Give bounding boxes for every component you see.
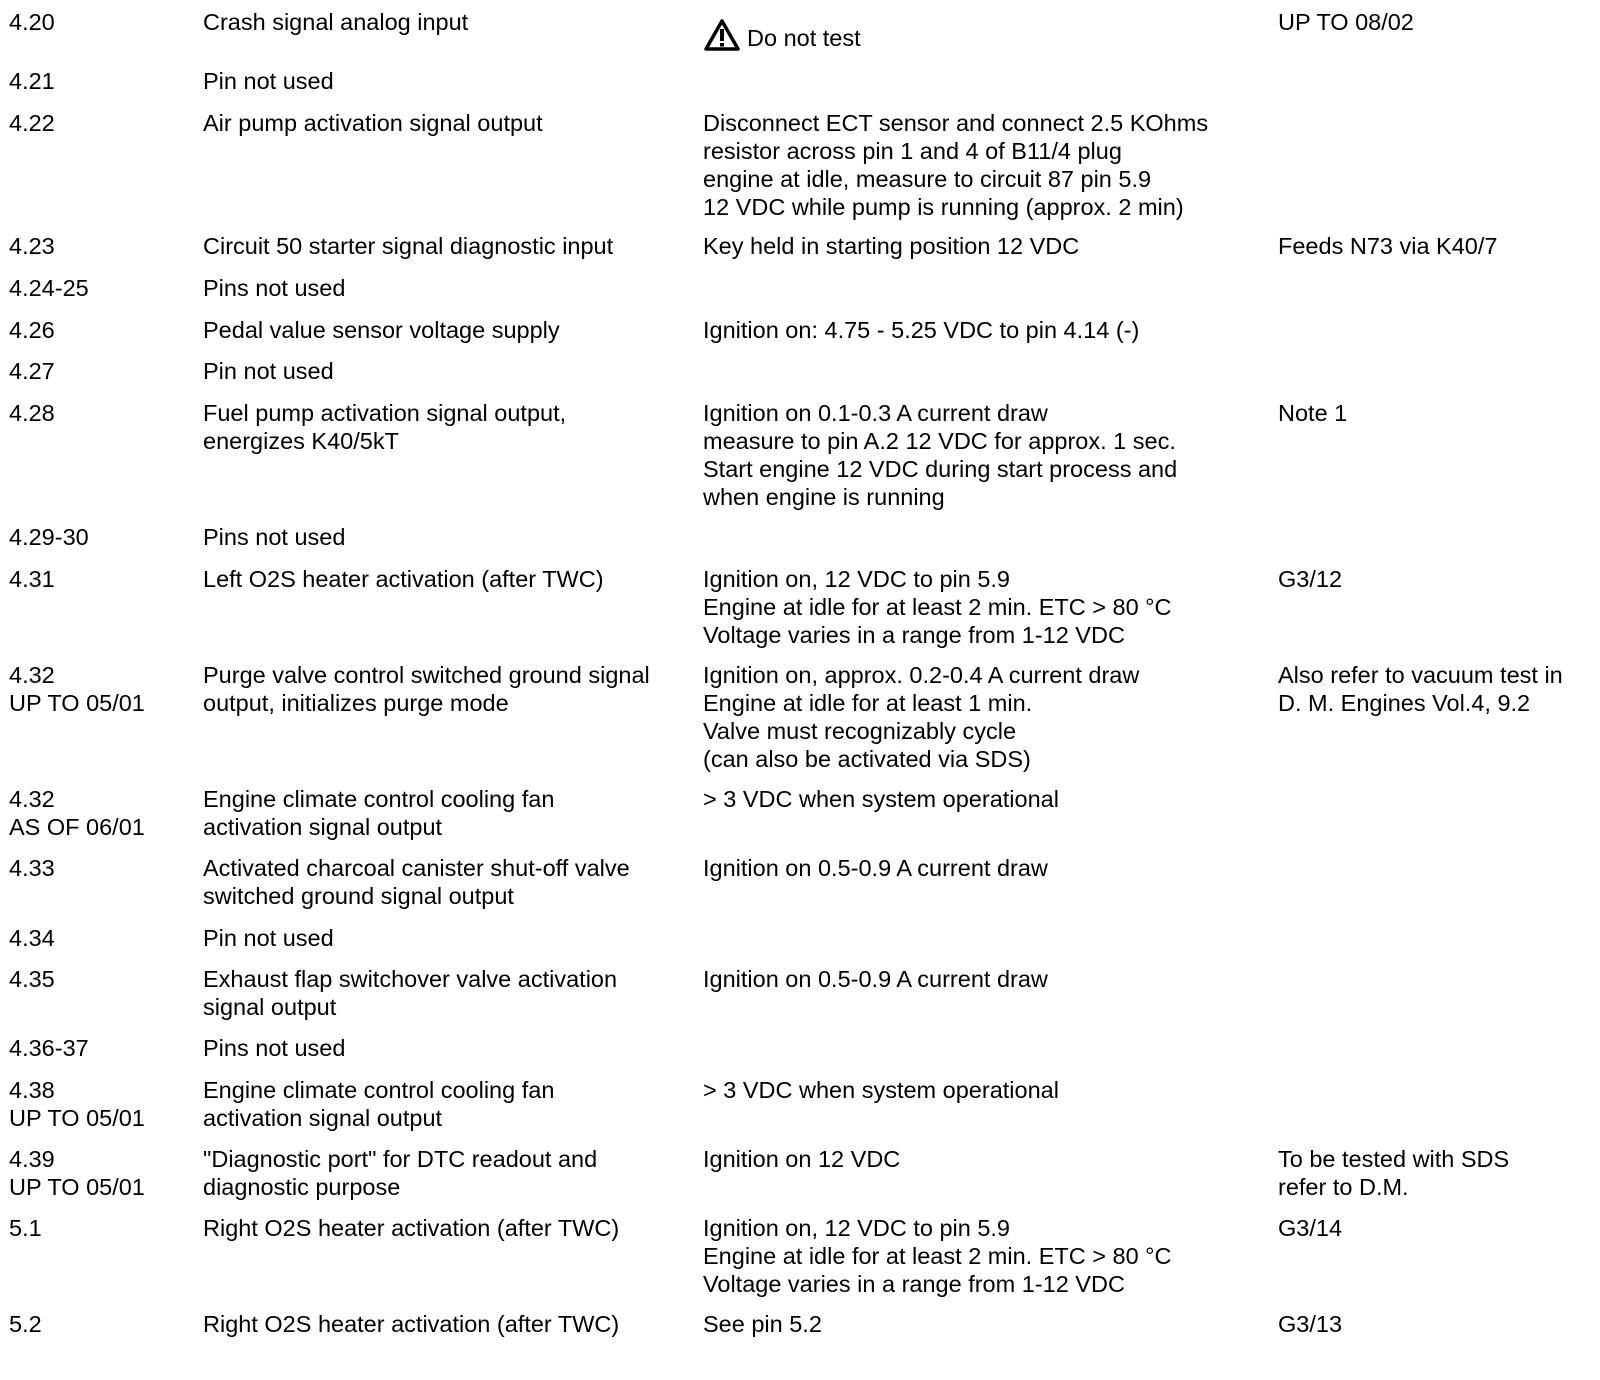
- pin-number-cell: [9, 109, 55, 137]
- function-cell: [203, 67, 334, 95]
- pin-number-cell: [9, 8, 55, 36]
- notes-line: To be tested with SDS: [1278, 1146, 1510, 1172]
- pin-number-cell: [9, 1214, 42, 1242]
- test-condition-line: Ignition on 0.1-0.3 A current draw: [703, 400, 1048, 426]
- function-cell: [203, 661, 650, 717]
- function-cell: [203, 1034, 345, 1062]
- function-line: energizes K40/5kT: [203, 428, 399, 454]
- function-cell: [203, 523, 345, 551]
- notes-line: UP TO 08/02: [1278, 9, 1414, 35]
- function-line: Pins not used: [203, 1035, 346, 1061]
- function-line: Purge valve control switched ground signal: [203, 662, 650, 688]
- pin-number-cell: [9, 67, 55, 95]
- notes-cell: [1278, 1214, 1342, 1242]
- test-condition-line: 12 VDC while pump is running (approx. 2 min): [703, 194, 1184, 220]
- test-condition-line: Valve must recognizably cycle: [703, 718, 1017, 744]
- function-cell: [203, 8, 468, 36]
- test-condition-line: Disconnect ECT sensor and connect 2.5 KOhms: [703, 110, 1209, 136]
- test-condition-line: Ignition on 0.5-0.9 A current draw: [703, 855, 1048, 881]
- pin-number-cell: [9, 1076, 145, 1132]
- function-cell: [203, 274, 345, 302]
- test-condition-line: Engine at idle for at least 1 min.: [703, 690, 1033, 716]
- test-condition-line: Ignition on, 12 VDC to pin 5.9: [703, 1215, 1011, 1241]
- function-line: Activated charcoal canister shut-off valve: [203, 855, 630, 881]
- notes-line: Note 1: [1278, 400, 1348, 426]
- test-condition-line: Ignition on: 4.75 - 5.25 VDC to pin 4.14 (-): [703, 317, 1140, 343]
- pin-number-line: 4.23: [9, 233, 55, 259]
- pin-number-line: 4.21: [9, 68, 55, 94]
- function-cell: [203, 1214, 619, 1242]
- notes-line: G3/12: [1278, 566, 1343, 592]
- pin-number-line: 4.34: [9, 925, 55, 951]
- notes-line: D. M. Engines Vol.4, 9.2: [1278, 690, 1531, 716]
- function-line: switched ground signal output: [203, 883, 514, 909]
- function-line: Pin not used: [203, 358, 334, 384]
- notes-cell: [1278, 1310, 1342, 1338]
- pin-number-line: 5.1: [9, 1215, 42, 1241]
- function-line: diagnostic purpose: [203, 1174, 401, 1200]
- notes-line: G3/14: [1278, 1215, 1343, 1241]
- pin-number-line: 4.31: [9, 566, 55, 592]
- function-line: Pins not used: [203, 275, 346, 301]
- pin-number-line: 4.39: [9, 1146, 55, 1172]
- function-cell: [203, 232, 613, 260]
- test-condition-line: Engine at idle for at least 2 min. ETC > 80 °C: [703, 594, 1172, 620]
- pin-number-cell: [9, 1034, 89, 1062]
- pin-number-line: 4.36-37: [9, 1035, 89, 1061]
- test-condition-line: > 3 VDC when system operational: [703, 786, 1059, 812]
- pin-number-line: 4.32: [9, 662, 55, 688]
- test-condition-cell: [703, 18, 861, 52]
- function-line: Pin not used: [203, 925, 334, 951]
- function-line: Crash signal analog input: [203, 9, 469, 35]
- pin-number-cell: [9, 399, 55, 427]
- function-line: Exhaust flap switchover valve activation: [203, 966, 618, 992]
- pin-number-line: 4.35: [9, 966, 55, 992]
- pin-number-line: 4.28: [9, 400, 55, 426]
- warning-triangle-icon: [703, 18, 741, 52]
- function-cell: [203, 965, 617, 1021]
- function-line: Circuit 50 starter signal diagnostic input: [203, 233, 614, 259]
- pin-number-cell: [9, 785, 145, 841]
- pin-number-cell: [9, 565, 55, 593]
- test-condition-cell: [703, 232, 1079, 260]
- test-condition-cell: [703, 854, 1048, 882]
- test-condition-line: measure to pin A.2 12 VDC for approx. 1 sec.: [703, 428, 1176, 454]
- function-cell: [203, 1076, 554, 1132]
- pin-number-line: 4.38: [9, 1077, 55, 1103]
- pin-number-line: 4.33: [9, 855, 55, 881]
- pin-number-line: 4.32: [9, 786, 55, 812]
- pin-number-line: 5.2: [9, 1311, 42, 1337]
- function-cell: [203, 565, 604, 593]
- notes-line: Feeds N73 via K40/7: [1278, 233, 1498, 259]
- pin-number-cell: [9, 357, 55, 385]
- pin-number-cell: [9, 965, 55, 993]
- function-cell: [203, 1145, 597, 1201]
- function-line: Fuel pump activation signal output,: [203, 400, 567, 426]
- function-line: Engine climate control cooling fan: [203, 786, 555, 812]
- test-condition-cell: [703, 1145, 900, 1173]
- notes-line: G3/13: [1278, 1311, 1343, 1337]
- function-cell: [203, 785, 554, 841]
- test-condition-cell: [703, 785, 1059, 813]
- notes-cell: [1278, 1145, 1509, 1201]
- function-cell: [203, 316, 560, 344]
- pin-number-line: UP TO 05/01: [9, 1174, 145, 1200]
- notes-cell: [1278, 8, 1414, 36]
- pin-number-cell: [9, 1145, 145, 1201]
- function-cell: [203, 924, 334, 952]
- function-line: Pin not used: [203, 68, 334, 94]
- pin-number-cell: [9, 274, 89, 302]
- test-condition-line: Voltage varies in a range from 1-12 VDC: [703, 622, 1125, 648]
- function-line: activation signal output: [203, 1105, 443, 1131]
- pin-number-cell: [9, 661, 145, 717]
- test-condition-cell: [703, 965, 1048, 993]
- function-cell: [203, 109, 543, 137]
- test-condition-line: Ignition on, 12 VDC to pin 5.9: [703, 566, 1011, 592]
- test-condition-line: See pin 5.2: [703, 1311, 822, 1337]
- function-line: activation signal output: [203, 814, 443, 840]
- pin-number-cell: [9, 854, 55, 882]
- test-condition-line: Start engine 12 VDC during start process and: [703, 456, 1178, 482]
- pin-number-cell: [9, 316, 55, 344]
- function-line: Left O2S heater activation (after TWC): [203, 566, 604, 592]
- notes-cell: [1278, 661, 1563, 717]
- pin-number-line: 4.27: [9, 358, 55, 384]
- pin-number-line: 4.20: [9, 9, 55, 35]
- test-condition-line: > 3 VDC when system operational: [703, 1077, 1059, 1103]
- test-condition-line: Engine at idle for at least 2 min. ETC > 80 °C: [703, 1243, 1172, 1269]
- test-condition-cell: [703, 109, 1208, 221]
- test-condition-line: resistor across pin 1 and 4 of B11/4 plug: [703, 138, 1122, 164]
- pin-number-line: 4.22: [9, 110, 55, 136]
- pin-number-cell: [9, 924, 55, 952]
- function-line: Engine climate control cooling fan: [203, 1077, 555, 1103]
- function-line: "Diagnostic port" for DTC readout and: [203, 1146, 598, 1172]
- function-line: Right O2S heater activation (after TWC): [203, 1311, 620, 1337]
- function-line: output, initializes purge mode: [203, 690, 509, 716]
- test-condition-line: when engine is running: [703, 484, 945, 510]
- function-cell: [203, 357, 334, 385]
- function-line: signal output: [203, 994, 337, 1020]
- function-line: Right O2S heater activation (after TWC): [203, 1215, 620, 1241]
- test-condition-line: (can also be activated via SDS): [703, 746, 1031, 772]
- test-condition-line: engine at idle, measure to circuit 87 pin 5.9: [703, 166, 1152, 192]
- test-condition-cell: [703, 661, 1139, 773]
- function-line: Pins not used: [203, 524, 346, 550]
- function-cell: [203, 854, 630, 910]
- notes-line: Also refer to vacuum test in: [1278, 662, 1563, 688]
- test-condition-cell: [703, 1214, 1172, 1298]
- test-condition-cell: [703, 1310, 822, 1338]
- pin-number-cell: [9, 232, 55, 260]
- pin-number-line: 4.24-25: [9, 275, 89, 301]
- pin-number-cell: [9, 523, 89, 551]
- test-condition-cell: [703, 1076, 1059, 1104]
- pin-number-line: 4.26: [9, 317, 55, 343]
- notes-cell: [1278, 399, 1347, 427]
- test-condition-text: Do not test: [747, 25, 861, 51]
- pin-number-cell: [9, 1310, 42, 1338]
- pin-number-line: 4.29-30: [9, 524, 89, 550]
- pin-number-line: AS OF 06/01: [9, 814, 145, 840]
- test-condition-line: Ignition on, approx. 0.2-0.4 A current draw: [703, 662, 1140, 688]
- pin-number-line: UP TO 05/01: [9, 1105, 145, 1131]
- function-cell: [203, 399, 566, 455]
- test-condition-line: Ignition on 0.5-0.9 A current draw: [703, 966, 1048, 992]
- notes-line: refer to D.M.: [1278, 1174, 1409, 1200]
- notes-cell: [1278, 232, 1497, 260]
- function-line: Air pump activation signal output: [203, 110, 543, 136]
- pin-number-line: UP TO 05/01: [9, 690, 145, 716]
- test-condition-line: Voltage varies in a range from 1-12 VDC: [703, 1271, 1125, 1297]
- test-condition-cell: [703, 565, 1172, 649]
- notes-cell: [1278, 565, 1342, 593]
- function-line: Pedal value sensor voltage supply: [203, 317, 560, 343]
- test-condition-line: Key held in starting position 12 VDC: [703, 233, 1080, 259]
- test-condition-cell: [703, 399, 1177, 511]
- test-condition-line: Ignition on 12 VDC: [703, 1146, 901, 1172]
- function-cell: [203, 1310, 619, 1338]
- test-condition-cell: [703, 316, 1139, 344]
